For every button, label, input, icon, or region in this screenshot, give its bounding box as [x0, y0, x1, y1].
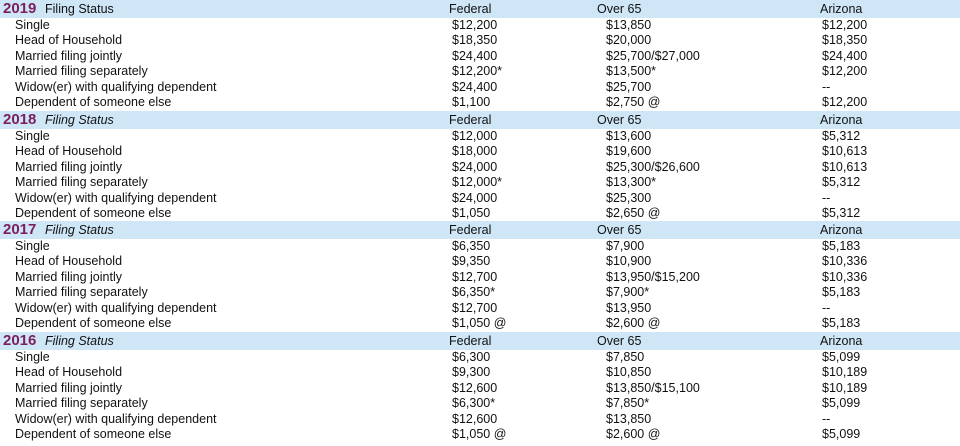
over65-value: $25,300/$26,600 — [606, 160, 700, 174]
section-header — [0, 332, 960, 350]
row-label: Married filing jointly — [15, 270, 122, 284]
row-label: Single — [15, 350, 50, 364]
arizona-value: $5,099 — [822, 396, 861, 410]
row-label: Single — [15, 18, 50, 32]
row-label: Widow(er) with qualifying dependent — [15, 301, 217, 315]
row-label: Married filing separately — [15, 396, 148, 410]
arizona-value: $10,189 — [822, 365, 868, 379]
federal-value: $12,600 — [452, 412, 498, 426]
arizona-value: $5,312 — [822, 175, 861, 189]
over65-value: $2,750 @ — [606, 95, 661, 109]
table-row — [0, 365, 960, 380]
federal-value: $6,350 — [452, 239, 491, 253]
federal-value: $12,700 — [452, 301, 498, 315]
over65-value: $7,850 — [606, 350, 645, 364]
over65-value: $13,600 — [606, 129, 652, 143]
over65-value: $7,850* — [606, 396, 650, 410]
federal-column-header: Federal — [449, 334, 492, 348]
table-row — [0, 49, 960, 64]
filing-status-label: Filing Status — [45, 113, 114, 127]
over65-value: $25,700 — [606, 80, 652, 94]
arizona-column-header: Arizona — [820, 113, 863, 127]
arizona-value: $10,613 — [822, 144, 868, 158]
arizona-value: $5,099 — [822, 350, 861, 364]
over65-value: $13,850 — [606, 18, 652, 32]
arizona-value: $10,613 — [822, 160, 868, 174]
table-row — [0, 316, 960, 331]
table-row — [0, 270, 960, 285]
row-label: Married filing separately — [15, 285, 148, 299]
federal-value: $6,350* — [452, 285, 496, 299]
row-label: Dependent of someone else — [15, 316, 172, 330]
over65-value: $25,700/$27,000 — [606, 49, 700, 63]
over65-column-header: Over 65 — [597, 334, 642, 348]
federal-value: $1,100 — [452, 95, 491, 109]
table-row — [0, 396, 960, 411]
federal-value: $18,350 — [452, 33, 498, 47]
row-label: Married filing jointly — [15, 160, 122, 174]
section-header — [0, 0, 960, 18]
over65-column-header: Over 65 — [597, 2, 642, 16]
federal-value: $24,400 — [452, 80, 498, 94]
arizona-value: $5,312 — [822, 129, 861, 143]
over65-column-header: Over 65 — [597, 113, 642, 127]
arizona-value: -- — [822, 301, 831, 315]
over65-value: $19,600 — [606, 144, 652, 158]
filing-status-label: Filing Status — [45, 2, 114, 16]
row-label: Single — [15, 129, 50, 143]
federal-column-header: Federal — [449, 113, 492, 127]
filing-status-label: Filing Status — [45, 223, 114, 237]
arizona-value: $18,350 — [822, 33, 868, 47]
arizona-value: $5,183 — [822, 316, 861, 330]
section-year: 2017 — [3, 221, 37, 238]
table-row — [0, 64, 960, 79]
arizona-value: $10,336 — [822, 254, 868, 268]
arizona-value: $5,312 — [822, 206, 861, 220]
arizona-value: $5,183 — [822, 285, 861, 299]
over65-value: $2,600 @ — [606, 316, 661, 330]
federal-value: $12,000* — [452, 175, 503, 189]
over65-value: $25,300 — [606, 191, 652, 205]
federal-value: $18,000 — [452, 144, 498, 158]
arizona-value: $10,336 — [822, 270, 868, 284]
over65-value: $10,850 — [606, 365, 652, 379]
table-row — [0, 285, 960, 300]
table-row — [0, 175, 960, 190]
arizona-value: $24,400 — [822, 49, 868, 63]
arizona-column-header: Arizona — [820, 334, 863, 348]
arizona-value: $10,189 — [822, 381, 868, 395]
row-label: Married filing jointly — [15, 49, 122, 63]
federal-value: $24,400 — [452, 49, 498, 63]
federal-value: $12,000 — [452, 129, 498, 143]
federal-value: $1,050 — [452, 206, 491, 220]
federal-value: $24,000 — [452, 191, 498, 205]
arizona-column-header: Arizona — [820, 223, 863, 237]
table-row — [0, 95, 960, 110]
row-label: Head of Household — [15, 33, 123, 47]
over65-value: $13,300* — [606, 175, 657, 189]
arizona-value: $5,183 — [822, 239, 861, 253]
federal-value: $6,300 — [452, 350, 491, 364]
row-label: Head of Household — [15, 254, 123, 268]
federal-value: $12,200* — [452, 64, 503, 78]
table-row — [0, 144, 960, 159]
over65-value: $7,900* — [606, 285, 650, 299]
arizona-value: $12,200 — [822, 64, 868, 78]
federal-value: $12,700 — [452, 270, 498, 284]
row-label: Head of Household — [15, 365, 123, 379]
over65-value: $13,850/$15,100 — [606, 381, 700, 395]
federal-value: $6,300* — [452, 396, 496, 410]
section-header — [0, 111, 960, 129]
table-row — [0, 412, 960, 427]
row-label: Dependent of someone else — [15, 427, 172, 441]
table-row — [0, 301, 960, 316]
row-label: Head of Household — [15, 144, 123, 158]
row-label: Married filing separately — [15, 175, 148, 189]
section-year: 2018 — [3, 111, 37, 128]
table-row — [0, 206, 960, 221]
table-row — [0, 80, 960, 95]
arizona-value: $12,200 — [822, 18, 868, 32]
federal-value: $24,000 — [452, 160, 498, 174]
table-row — [0, 427, 960, 442]
row-label: Married filing jointly — [15, 381, 122, 395]
row-label: Single — [15, 239, 50, 253]
section-year: 2016 — [3, 332, 37, 349]
over65-value: $2,600 @ — [606, 427, 661, 441]
federal-value: $1,050 @ — [452, 316, 507, 330]
section-header — [0, 221, 960, 239]
filing-status-label: Filing Status — [45, 334, 114, 348]
over65-value: $13,950/$15,200 — [606, 270, 700, 284]
table-row — [0, 254, 960, 269]
table-row — [0, 18, 960, 33]
federal-value: $1,050 @ — [452, 427, 507, 441]
arizona-value: -- — [822, 191, 831, 205]
over65-value: $2,650 @ — [606, 206, 661, 220]
federal-value: $9,300 — [452, 365, 491, 379]
arizona-value: $5,099 — [822, 427, 861, 441]
over65-value: $10,900 — [606, 254, 652, 268]
over65-value: $13,850 — [606, 412, 652, 426]
table-row — [0, 350, 960, 365]
table-row — [0, 129, 960, 144]
federal-column-header: Federal — [449, 2, 492, 16]
arizona-value: $12,200 — [822, 95, 868, 109]
row-label: Married filing separately — [15, 64, 148, 78]
row-label: Widow(er) with qualifying dependent — [15, 80, 217, 94]
table-row — [0, 33, 960, 48]
table-row — [0, 160, 960, 175]
federal-column-header: Federal — [449, 223, 492, 237]
arizona-value: -- — [822, 80, 831, 94]
over65-value: $20,000 — [606, 33, 652, 47]
table-row — [0, 239, 960, 254]
table-row — [0, 191, 960, 206]
arizona-column-header: Arizona — [820, 2, 863, 16]
row-label: Widow(er) with qualifying dependent — [15, 191, 217, 205]
federal-value: $12,200 — [452, 18, 498, 32]
over65-column-header: Over 65 — [597, 223, 642, 237]
table-row — [0, 381, 960, 396]
over65-value: $13,500* — [606, 64, 657, 78]
row-label: Dependent of someone else — [15, 95, 172, 109]
federal-value: $9,350 — [452, 254, 491, 268]
section-year: 2019 — [3, 0, 37, 17]
federal-value: $12,600 — [452, 381, 498, 395]
arizona-value: -- — [822, 412, 831, 426]
over65-value: $7,900 — [606, 239, 645, 253]
row-label: Widow(er) with qualifying dependent — [15, 412, 217, 426]
row-label: Dependent of someone else — [15, 206, 172, 220]
over65-value: $13,950 — [606, 301, 652, 315]
